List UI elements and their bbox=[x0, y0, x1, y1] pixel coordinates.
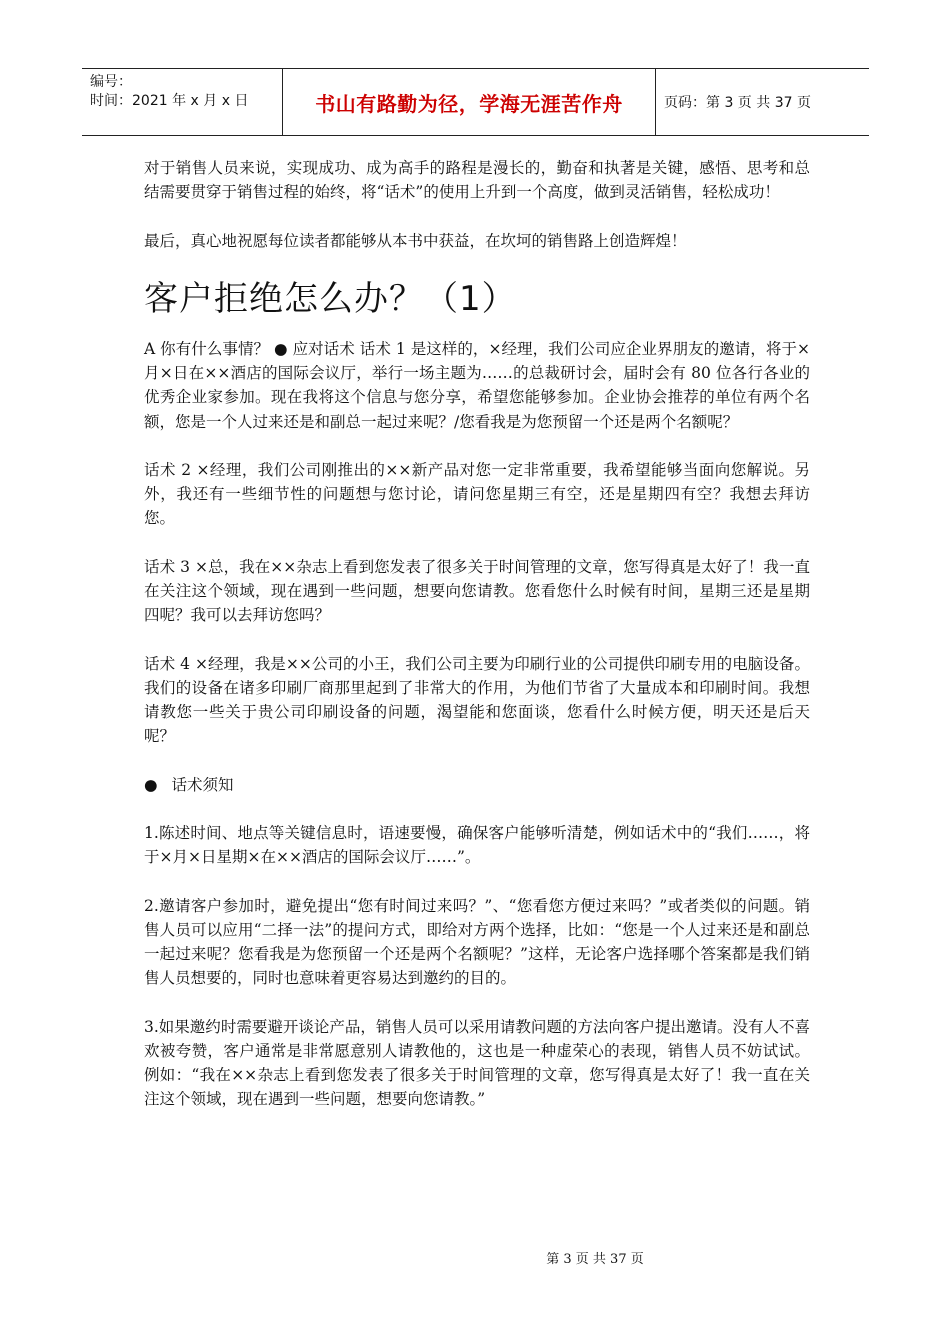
footer-page-number: 第 3 页 共 37 页 bbox=[546, 1252, 644, 1267]
notes-heading bbox=[144, 773, 810, 797]
note-paragraph-2: 2.邀请客户参加时，避免提出“您有时间过来吗？”、“您看您方便过来吗？”或者类似的问题。销售人员可以应用“二择一法”的提问方式，即给对方两个选择，比如：“您是一个人过来还是和副总一起过来呢？您看我是为您预留一个还是两个名额呢？”这样，无论客户选择哪个答案都是我们销售人员想要的，同时也意味着更容易达到邀约的目的。 bbox=[144, 896, 810, 988]
intro-paragraph-1: 对于销售人员来说，实现成功、成为高手的路程是漫长的，勤奋和执著是关键，感悟、思考和总结需要贯穿于销售过程的始终，将“话术”的使用上升到一个高度，做到灵活销售，轻松成功！ bbox=[144, 159, 810, 202]
script-paragraph-2: 话术 2 ×经理，我们公司刚推出的××新产品对您一定非常重要，我希望能够当面向您解说。另外，我还有一些细节性的问题想与您讨论，请问您星期三有空，还是星期四有空？我想去拜访您。 bbox=[144, 460, 810, 528]
header-date-label: 时间：2021 年 x 月 x 日 bbox=[90, 93, 249, 109]
bullet-icon: ● bbox=[144, 775, 158, 794]
page-footer bbox=[0, 1248, 950, 1267]
document-body bbox=[144, 156, 810, 1136]
script-paragraph-4: 话术 4 ×经理，我是××公司的小王，我们公司主要为印刷行业的公司提供印刷专用的电脑设备。我们的设备在诸多印刷厂商那里起到了非常大的作用，为他们节省了大量成本和印刷时间。我想请教您一些关于贵公司印刷设备的问题，渴望能和您面谈，您看什么时候方便，明天还是后天呢？ bbox=[144, 654, 810, 746]
note-paragraph-1: 1.陈述时间、地点等关键信息时，语速要慢，确保客户能够听清楚，例如话术中的“我们……，将于×月×日星期×在××酒店的国际会议厅……”。 bbox=[144, 823, 810, 867]
intro-paragraph-2: 最后，真心地祝愿每位读者都能够从本书中获益，在坎坷的销售路上创造辉煌！ bbox=[144, 231, 687, 250]
script-paragraph-3: 话术 3 ×总，我在××杂志上看到您发表了很多关于时间管理的文章，您写得真是太好了！我一直在关注这个领域，现在遇到一些问题，想要向您请教。您看您什么时候有时间，星期三还是星期四呢？我可以去拜访您吗？ bbox=[144, 557, 810, 625]
header-number-label: 编号： bbox=[90, 74, 132, 90]
section-title: 客户拒绝怎么办？（1） bbox=[144, 278, 517, 319]
notes-title: 话术须知 bbox=[171, 775, 234, 794]
script-paragraph-a: A 你有什么事情？ ● 应对话术 话术 1 是这样的，×经理，我们公司应企业界朋友的邀请，将于×月×日在××酒店的国际会议厅，举行一场主题为……的总裁研讨会，届时会有 80 位各行各业的优秀企业家参加。现在我将这个信息与您分享，希望您能够参加。企业协会推荐的单位有两个名额，您是一个人过来还是和副总一起过来呢？/您看我是为您预留一个还是两个名额呢？ bbox=[144, 339, 810, 431]
header-page-info: 页码：第 3 页 共 37 页 bbox=[664, 95, 811, 111]
header-motto: 书山有路勤为径，学海无涯苦作舟 bbox=[282, 69, 656, 135]
document-header bbox=[82, 68, 869, 136]
note-paragraph-3: 3.如果邀约时需要避开谈论产品，销售人员可以采用请教问题的方法向客户提出邀请。没有人不喜欢被夸赞，客户通常是非常愿意别人请教他的，这也是一种虚荣心的表现，销售人员不妨试试。例如：“我在××杂志上看到您发表了很多关于时间管理的文章，您写得真是太好了！我一直在关注这个领域，现在遇到一些问题，想要向您请教。” bbox=[144, 1017, 810, 1109]
header-meta bbox=[82, 69, 282, 135]
